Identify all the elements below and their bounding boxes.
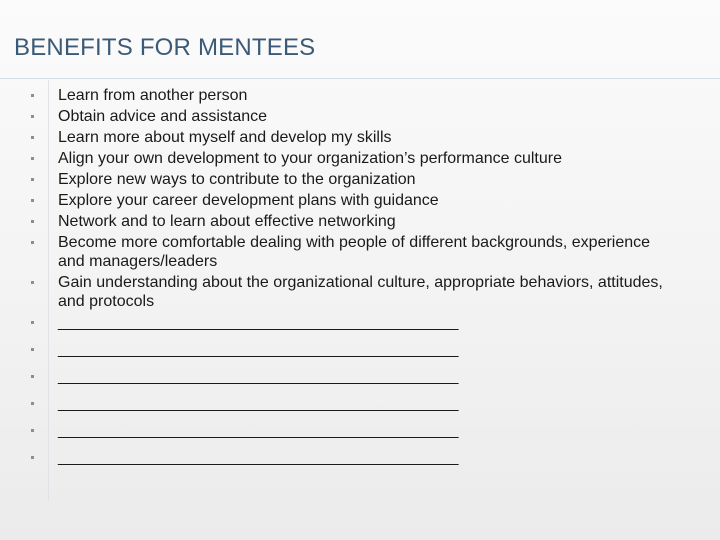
bullet-item bbox=[0, 107, 678, 126]
bullet-dot-icon bbox=[31, 429, 34, 432]
bullet-dot-icon bbox=[31, 321, 34, 324]
bullet-item bbox=[0, 128, 678, 147]
bullet-dot-icon bbox=[31, 402, 34, 405]
bullet-dot-icon bbox=[31, 456, 34, 459]
title-divider bbox=[0, 78, 720, 79]
bullet-text: Align your own development to your organization’s performance culture bbox=[58, 150, 562, 167]
bullet-text: Network and to learn about effective networking bbox=[58, 213, 396, 230]
bullet-dot-icon bbox=[31, 220, 34, 223]
bullet-item bbox=[0, 233, 678, 271]
bullet-dot-icon bbox=[31, 241, 34, 244]
bullet-dot-icon bbox=[31, 178, 34, 181]
bullet-text: Learn more about myself and develop my skills bbox=[58, 129, 392, 146]
bullet-text: Learn from another person bbox=[58, 87, 248, 104]
blank-line-item bbox=[0, 421, 678, 440]
blank-line-item bbox=[0, 313, 678, 332]
bullet-item bbox=[0, 191, 678, 210]
blank-line-item bbox=[0, 340, 678, 359]
blank-line: _____________________________________________ bbox=[58, 368, 459, 385]
bullet-item bbox=[0, 170, 678, 189]
bullet-dot-icon bbox=[31, 348, 34, 351]
blank-line: _____________________________________________ bbox=[58, 341, 459, 358]
blank-line-item bbox=[0, 394, 678, 413]
bullet-dot-icon bbox=[31, 281, 34, 284]
blank-line: _____________________________________________ bbox=[58, 314, 459, 331]
bullet-text: Gain understanding about the organizational culture, appropriate behaviors, attitudes, and protocols bbox=[58, 274, 663, 310]
bullet-item bbox=[0, 86, 678, 105]
blank-line-item bbox=[0, 367, 678, 386]
bullet-dot-icon bbox=[31, 199, 34, 202]
bullet-dot-icon bbox=[31, 157, 34, 160]
bullet-item bbox=[0, 273, 678, 311]
bullet-text: Explore new ways to contribute to the organization bbox=[58, 171, 416, 188]
blank-line: _____________________________________________ bbox=[58, 449, 459, 466]
bullet-dot-icon bbox=[31, 94, 34, 97]
bullet-dot-icon bbox=[31, 115, 34, 118]
bullet-dot-icon bbox=[31, 375, 34, 378]
bullet-item bbox=[0, 149, 678, 168]
bullet-text: Become more comfortable dealing with people of different backgrounds, experience and managers/leaders bbox=[58, 234, 651, 270]
bullet-text: Explore your career development plans with guidance bbox=[58, 192, 439, 209]
blank-line-item bbox=[0, 448, 678, 467]
bullet-text: Obtain advice and assistance bbox=[58, 108, 268, 125]
bullet-list bbox=[0, 86, 720, 475]
blank-line: _____________________________________________ bbox=[58, 395, 459, 412]
bullet-item bbox=[0, 212, 678, 231]
slide-title: BENEFITS FOR MENTEES bbox=[14, 34, 316, 61]
blank-line: _____________________________________________ bbox=[58, 422, 459, 439]
bullet-dot-icon bbox=[31, 136, 34, 139]
